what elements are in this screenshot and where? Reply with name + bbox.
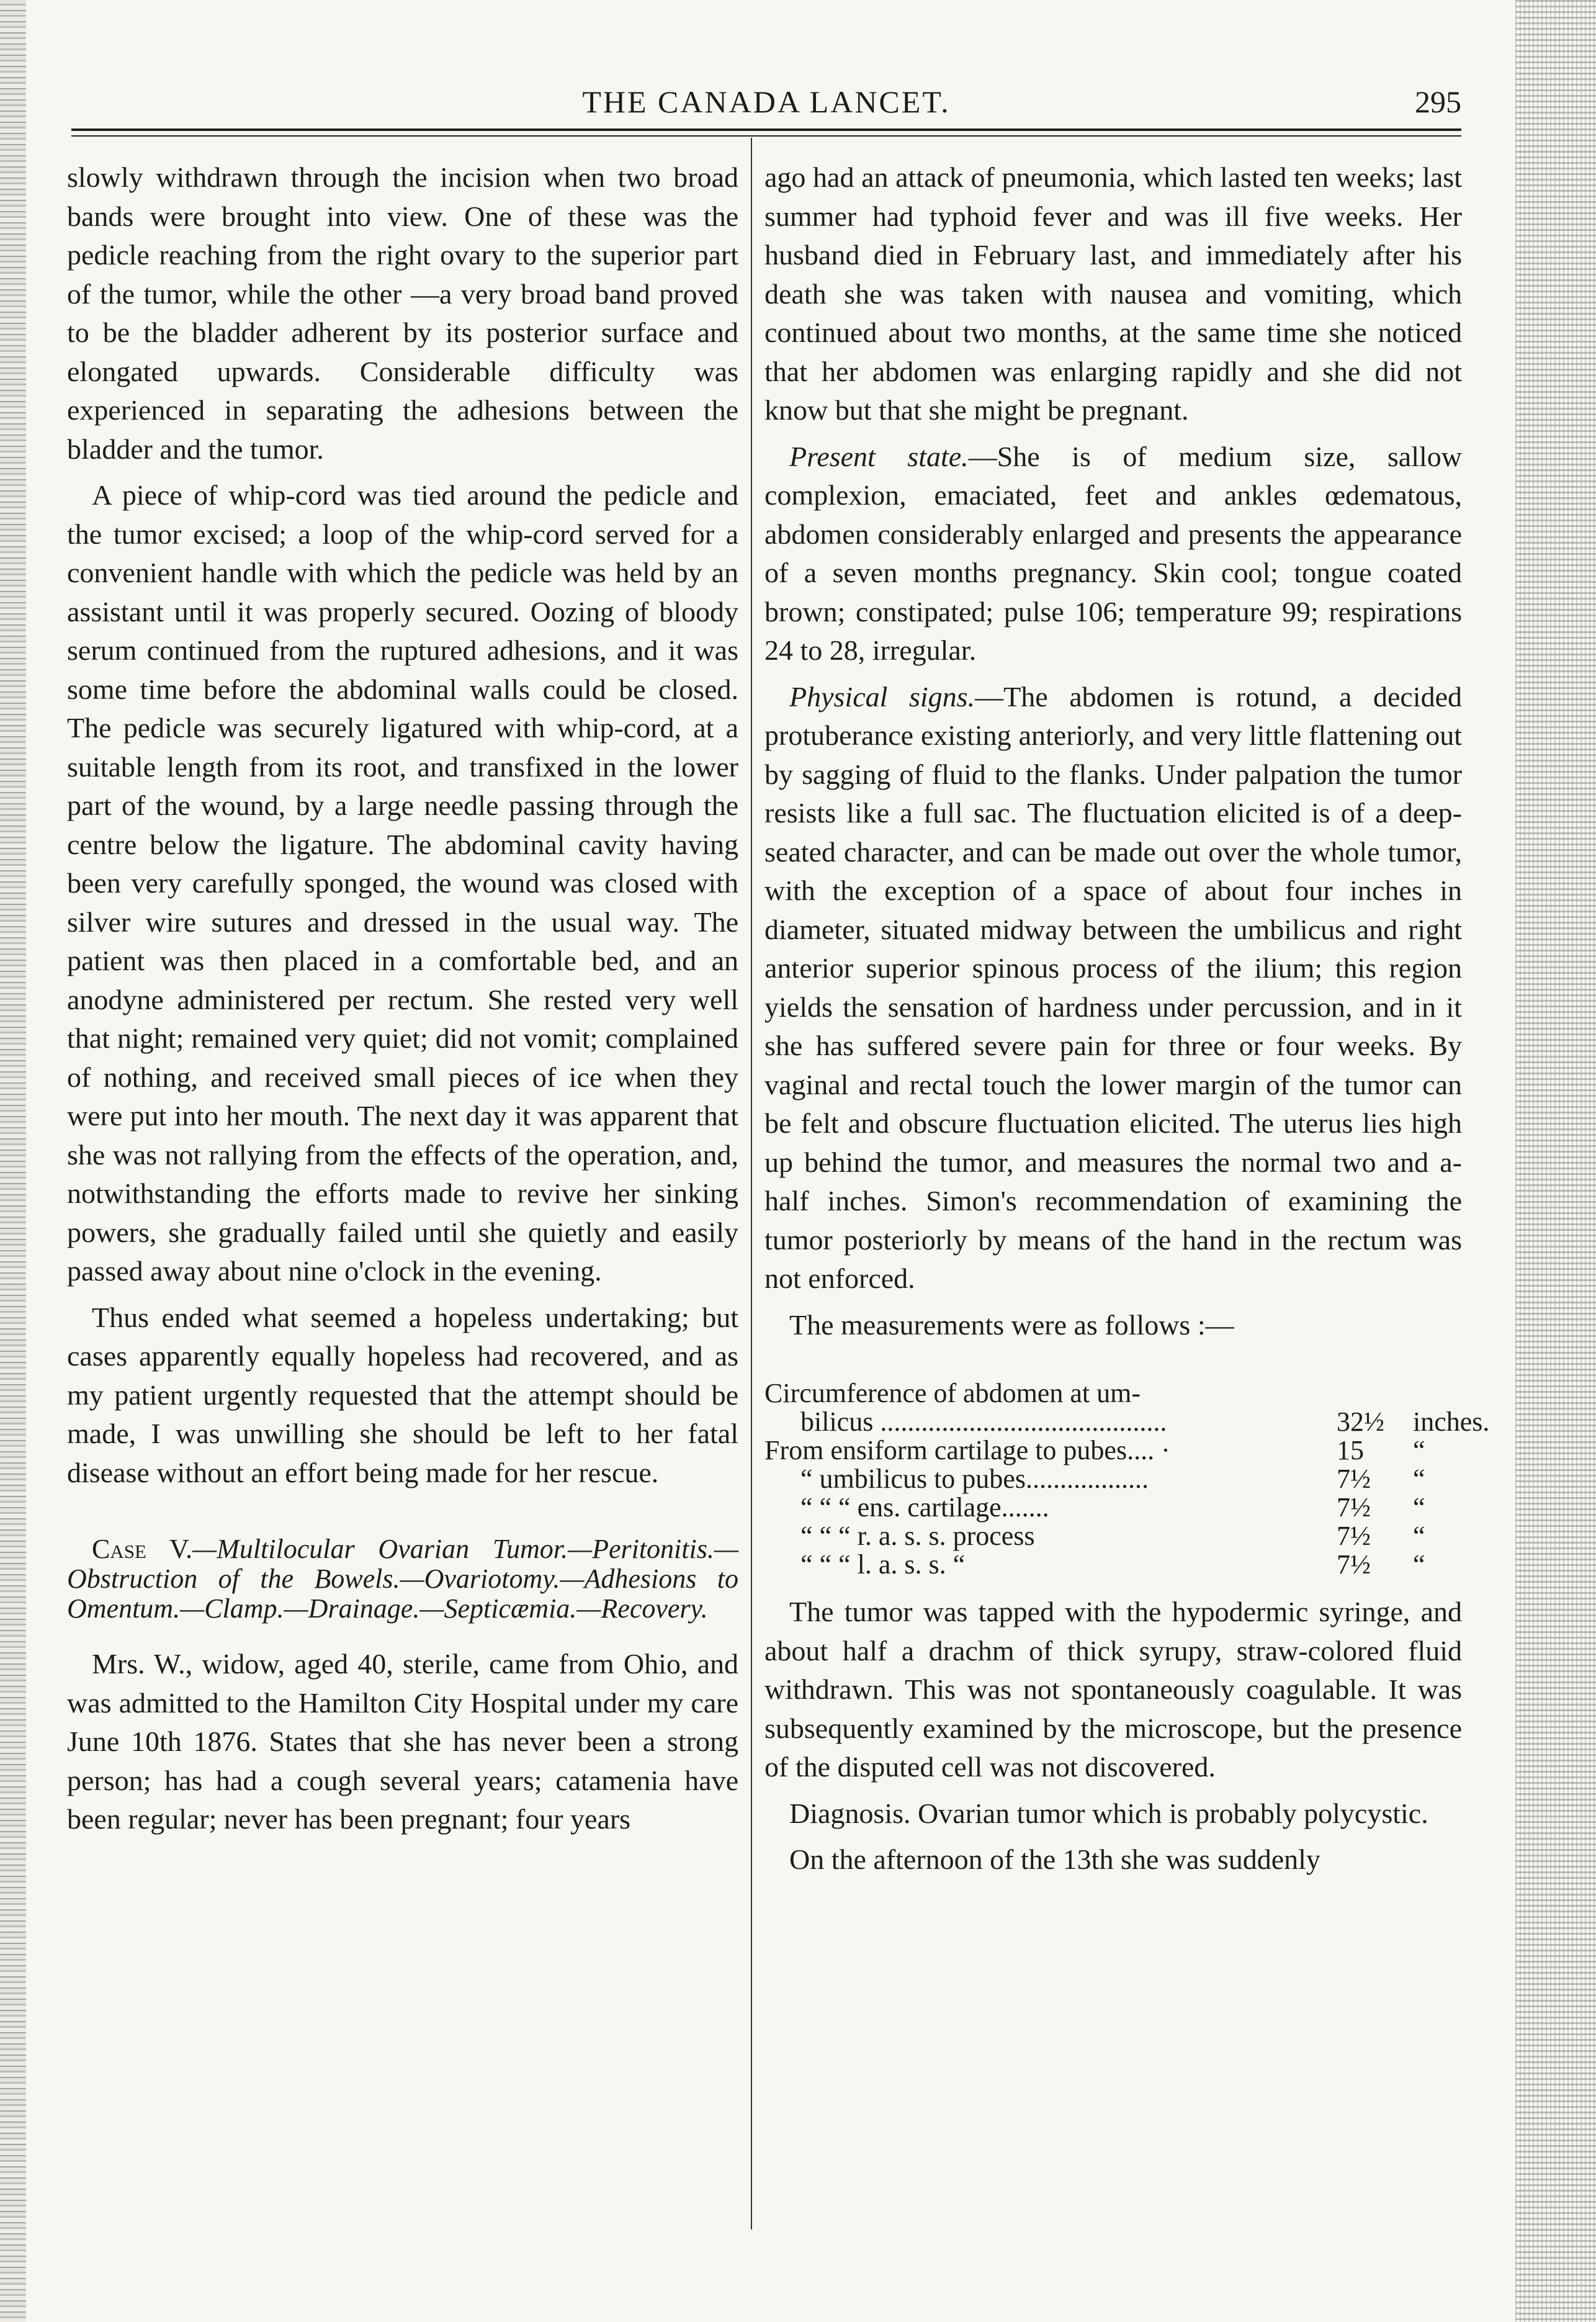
paragraph: Mrs. W., widow, aged 40, sterile, came from Ohio, and was admitted to the Hamilton City Hospital under my care June 10th 1876. States that she has never been a strong person; has had a cough several years; catamenia have been regular; never has been pregnant; four years bbox=[67, 1648, 738, 1835]
measurement-label: “ “ “ r. a. s. s. process bbox=[800, 1521, 1035, 1551]
measurement-unit: “ bbox=[1413, 1521, 1425, 1551]
column-divider bbox=[751, 138, 752, 2230]
right-column bbox=[764, 158, 1490, 1879]
measurement-label: Circumference of abdomen at um- bbox=[764, 1378, 1141, 1408]
measurements-intro: The measurements were as follows :— bbox=[789, 1308, 1234, 1341]
scan-edge-right bbox=[1515, 0, 1596, 2322]
case-label: Case V. bbox=[92, 1534, 193, 1564]
present-state-text: —She is of medium size, sallow complexion, emaciated, feet and ankles œdematous, abdomen considerably enlarged and presents the appearance of a seven months pregnancy. Skin cool; tongue coated brown; constipated; pulse 106; temperature 99; respirations 24 to 28, irregular. bbox=[764, 440, 1463, 666]
measurement-label: “ umbilicus to pubes.................. bbox=[800, 1464, 1149, 1494]
running-title: THE CANADA LANCET. bbox=[582, 84, 951, 119]
measurement-value: 7½ bbox=[1337, 1521, 1371, 1551]
paragraph: Thus ended what seemed a hopeless undertaking; but cases apparently equally hopeless had recovered, and as my patient urgently requested that the attempt should be made, I was unwilling she should be left to her fatal disease without an effort being made for her rescue. bbox=[67, 1301, 738, 1488]
measurement-value: 7½ bbox=[1337, 1464, 1371, 1494]
measurement-row bbox=[764, 1465, 1462, 1493]
measurement-label: From ensiform cartilage to pubes.... · bbox=[764, 1435, 1170, 1465]
scan-edge-left bbox=[0, 0, 26, 2322]
measurement-unit: “ bbox=[1413, 1435, 1425, 1465]
measurement-value: 7½ bbox=[1337, 1549, 1371, 1580]
paragraph: On the afternoon of the 13th she was suddenly bbox=[789, 1843, 1320, 1875]
measurement-value: 15 bbox=[1337, 1435, 1364, 1465]
measurements-table bbox=[764, 1378, 1490, 1580]
header-rule bbox=[71, 128, 1461, 131]
measurement-value: 7½ bbox=[1337, 1492, 1371, 1523]
measurement-unit: “ bbox=[1413, 1464, 1425, 1494]
physical-signs-label: Physical signs. bbox=[789, 680, 975, 713]
left-column bbox=[67, 158, 738, 1839]
physical-signs-text: —The abdomen is rotund, a decided protuberance existing anteriorly, and very little flattening out by sagging of fluid to the flanks. Under palpation the tumor resists like a full sac. The fluctuation elicited is of a deep-seated character, and can be made out over the whole tumor, with the exception of a space of about four inches in diameter, situated midway between the umbilicus and right anterior superior spinous process of the ilium; this region yields the sensation of hardness under percussion, and in it she has suffered severe pain for three or four weeks. By vaginal and rectal touch the lower margin of the tumor can be felt and obscure fluctuation elicited. The uterus lies high up behind the tumor, and measures the normal two and a-half inches. Simon's recommendation of examining the tumor posteriorly by means of the hand in the rectum was not enforced. bbox=[764, 680, 1462, 1294]
measurement-row bbox=[764, 1379, 1462, 1408]
measurement-row bbox=[764, 1522, 1462, 1550]
case-title: —Multilocular Ovarian Tumor.—Peritonitis.—Obstruction of the Bowels.—Ovariotomy.—Adhesions to Omentum.—Clamp.—Drainage.—Septicæmia.—Recovery. bbox=[67, 1534, 738, 1624]
paragraph: The tumor was tapped with the hypodermic syringe, and about half a drachm of thick syrupy, straw-colored fluid withdrawn. This was not spontaneously coagulable. It was subsequently examined by the microscope, but the presence of the disputed cell was not discovered. bbox=[764, 1596, 1462, 1783]
case-heading bbox=[67, 1534, 738, 1624]
measurement-value: 32½ bbox=[1337, 1406, 1384, 1437]
measurement-row bbox=[764, 1436, 1462, 1465]
paragraph: slowly withdrawn through the incision when two broad bands were brought into view. One of these was the pedicle reaching from the right ovary to the superior part of the tumor, while the other —a very broad band proved to be the bladder adherent by its posterior surface and elongated upwards. Considerable difficulty was experienced in separating the adhesions between the bladder and the tumor. bbox=[67, 161, 738, 465]
page-number: 295 bbox=[1415, 84, 1461, 119]
page-header bbox=[71, 84, 1461, 133]
measurement-row bbox=[764, 1493, 1462, 1522]
measurement-row bbox=[764, 1406, 1490, 1437]
paragraph: ago had an attack of pneumonia, which lasted ten weeks; last summer had typhoid fever and was ill five weeks. Her husband died in February last, and immediately after his death she was taken with nausea and vomiting, which continued about two months, at the same time she noticed that her abdomen was enlarging rapidly and she did not know but that she might be pregnant. bbox=[764, 161, 1462, 426]
paragraph-present-state bbox=[764, 438, 1462, 670]
measurement-row bbox=[764, 1550, 1462, 1579]
measurement-label: “ “ “ ens. cartilage....... bbox=[800, 1492, 1049, 1523]
measurement-unit: “ bbox=[1413, 1549, 1425, 1580]
paragraph-physical-signs bbox=[764, 678, 1462, 1298]
measurement-unit: inches. bbox=[1413, 1406, 1490, 1437]
measurement-label: “ “ “ l. a. s. s. “ bbox=[800, 1549, 966, 1580]
header-rule-thin bbox=[71, 135, 1461, 137]
measurement-unit: “ bbox=[1413, 1492, 1425, 1523]
present-state-label: Present state. bbox=[789, 440, 969, 472]
measurement-label: bilicus .......................................... bbox=[800, 1406, 1167, 1437]
paragraph: A piece of whip-cord was tied around the pedicle and the tumor excised; a loop of the whip-cord served for a convenient handle with which the pedicle was held by an assistant until it was properly secured. Oozing of bloody serum continued from the ruptured adhesions, and it was some time before the abdominal walls could be closed. The pedicle was securely ligatured with whip-cord, at a suitable length from its root, and transfixed in the lower part of the wound, by a large needle passing through the centre below the ligature. The abdominal cavity having been very carefully sponged, the wound was closed with silver wire sutures and dressed in the usual way. The patient was then placed in a comfortable bed, and an anodyne administered per rectum. She rested very well that night; remained very quiet; did not vomit; complained of nothing, and received small pieces of ice when they were put into her mouth. The next day it was apparent that she was not rallying from the effects of the operation, and, notwithstanding the efforts made to revive her sinking powers, she gradually failed until she quietly and easily passed away about nine o'clock in the evening. bbox=[67, 479, 738, 1287]
paragraph: Diagnosis. Ovarian tumor which is probably polycystic. bbox=[789, 1797, 1428, 1829]
